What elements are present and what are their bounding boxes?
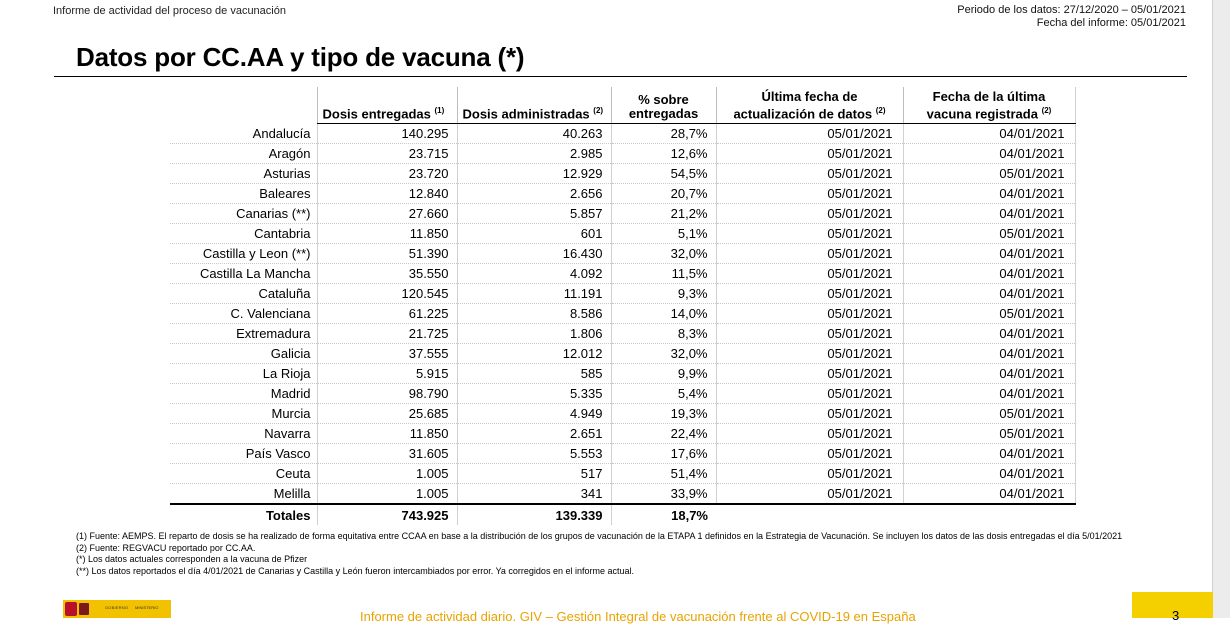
cell-pct-entregadas: 51,4% bbox=[611, 464, 716, 484]
government-logo bbox=[63, 600, 171, 618]
cell-dosis-administradas: 341 bbox=[457, 484, 611, 505]
cell-dosis-administradas: 12.929 bbox=[457, 164, 611, 184]
totals-row bbox=[170, 504, 1075, 525]
cell-pct-entregadas: 33,9% bbox=[611, 484, 716, 505]
cell-dosis-entregadas: 61.225 bbox=[317, 304, 457, 324]
cell-ultima-vacuna: 05/01/2021 bbox=[903, 424, 1075, 444]
cell-ultima-actualizacion: 05/01/2021 bbox=[716, 184, 903, 204]
report-header-right bbox=[957, 4, 1186, 30]
totals-pct-entregadas: 18,7% bbox=[611, 504, 716, 525]
cell-dosis-entregadas: 120.545 bbox=[317, 284, 457, 304]
header-dosis-entregadas: Dosis entregadas $^{(1)}$ bbox=[317, 87, 457, 124]
cell-ultima-actualizacion: 05/01/2021 bbox=[716, 424, 903, 444]
cell-region: Aragón bbox=[170, 144, 317, 164]
cell-ultima-actualizacion: 05/01/2021 bbox=[716, 484, 903, 505]
cell-ultima-vacuna: 04/01/2021 bbox=[903, 344, 1075, 364]
cell-region: Ceuta bbox=[170, 464, 317, 484]
table-row bbox=[170, 444, 1075, 464]
totals-dosis-administradas: 139.339 bbox=[457, 504, 611, 525]
cell-region: Galicia bbox=[170, 344, 317, 364]
header-dosis-administradas: Dosis administradas $^{(2)}$ bbox=[457, 87, 611, 124]
cell-region: Extremadura bbox=[170, 324, 317, 344]
cell-pct-entregadas: 22,4% bbox=[611, 424, 716, 444]
cell-dosis-entregadas: 1.005 bbox=[317, 484, 457, 505]
cell-region: Castilla y Leon (**) bbox=[170, 244, 317, 264]
cell-dosis-administradas: 1.806 bbox=[457, 324, 611, 344]
table-row bbox=[170, 204, 1075, 224]
cell-ultima-vacuna: 04/01/2021 bbox=[903, 284, 1075, 304]
cell-pct-entregadas: 19,3% bbox=[611, 404, 716, 424]
cell-ultima-actualizacion: 05/01/2021 bbox=[716, 304, 903, 324]
table-row bbox=[170, 424, 1075, 444]
cell-region: Canarias (**) bbox=[170, 204, 317, 224]
header-ultima-actualizacion: Última fecha de actualización de datos $^{(2)}$ bbox=[716, 87, 903, 124]
cell-region: La Rioja bbox=[170, 364, 317, 384]
cell-ultima-actualizacion: 05/01/2021 bbox=[716, 324, 903, 344]
cell-ultima-actualizacion: 05/01/2021 bbox=[716, 464, 903, 484]
header-ultima-vacuna: Fecha de la última vacuna registrada $^{(2)}$ bbox=[903, 87, 1075, 124]
vaccination-table bbox=[170, 87, 1076, 525]
cell-dosis-entregadas: 37.555 bbox=[317, 344, 457, 364]
page-title: Datos por CC.AA y tipo de vacuna (*) bbox=[76, 42, 525, 72]
cell-ultima-vacuna: 05/01/2021 bbox=[903, 404, 1075, 424]
header-pct-entregadas: % sobre entregadas bbox=[611, 87, 716, 124]
table-row bbox=[170, 324, 1075, 344]
cell-ultima-vacuna: 04/01/2021 bbox=[903, 484, 1075, 505]
cell-region: Navarra bbox=[170, 424, 317, 444]
table-row bbox=[170, 124, 1075, 144]
table-row bbox=[170, 144, 1075, 164]
cell-dosis-entregadas: 27.660 bbox=[317, 204, 457, 224]
cell-dosis-entregadas: 1.005 bbox=[317, 464, 457, 484]
cell-dosis-administradas: 11.191 bbox=[457, 284, 611, 304]
cell-ultima-vacuna: 04/01/2021 bbox=[903, 124, 1075, 144]
cell-ultima-vacuna: 05/01/2021 bbox=[903, 164, 1075, 184]
totals-dosis-entregadas: 743.925 bbox=[317, 504, 457, 525]
cell-dosis-administradas: 5.335 bbox=[457, 384, 611, 404]
cell-ultima-actualizacion: 05/01/2021 bbox=[716, 264, 903, 284]
cell-pct-entregadas: 28,7% bbox=[611, 124, 716, 144]
logo-label-ministerio: MINISTERIO bbox=[135, 605, 159, 610]
cell-dosis-administradas: 2.985 bbox=[457, 144, 611, 164]
crown-icon bbox=[79, 603, 89, 615]
cell-pct-entregadas: 8,3% bbox=[611, 324, 716, 344]
table-row bbox=[170, 284, 1075, 304]
cell-dosis-entregadas: 98.790 bbox=[317, 384, 457, 404]
footer-text: Informe de actividad diario. GIV – Gestión Integral de vacunación frente al COVID-19 en España bbox=[360, 609, 916, 624]
cell-ultima-vacuna: 04/01/2021 bbox=[903, 264, 1075, 284]
totals-label: Totales bbox=[170, 504, 317, 525]
table-row bbox=[170, 264, 1075, 284]
cell-dosis-administradas: 601 bbox=[457, 224, 611, 244]
viewer-background bbox=[1213, 0, 1230, 618]
title-divider bbox=[54, 76, 1187, 77]
cell-region: Asturias bbox=[170, 164, 317, 184]
cell-region: Melilla bbox=[170, 484, 317, 505]
cell-pct-entregadas: 9,9% bbox=[611, 364, 716, 384]
cell-ultima-vacuna: 05/01/2021 bbox=[903, 224, 1075, 244]
cell-dosis-administradas: 517 bbox=[457, 464, 611, 484]
cell-dosis-entregadas: 11.850 bbox=[317, 424, 457, 444]
table-row bbox=[170, 464, 1075, 484]
cell-region: Cataluña bbox=[170, 284, 317, 304]
footnote-4: (**) Los datos reportados el día 4/01/2021 de Canarias y Castilla y León fueron intercambiados por error. Ya corregidos en el informe actual. bbox=[76, 565, 634, 576]
cell-ultima-vacuna: 04/01/2021 bbox=[903, 324, 1075, 344]
cell-dosis-administradas: 5.553 bbox=[457, 444, 611, 464]
cell-pct-entregadas: 17,6% bbox=[611, 444, 716, 464]
cell-ultima-actualizacion: 05/01/2021 bbox=[716, 144, 903, 164]
cell-ultima-actualizacion: 05/01/2021 bbox=[716, 344, 903, 364]
cell-dosis-entregadas: 140.295 bbox=[317, 124, 457, 144]
cell-ultima-vacuna: 04/01/2021 bbox=[903, 384, 1075, 404]
cell-region: Andalucía bbox=[170, 124, 317, 144]
table-row bbox=[170, 224, 1075, 244]
cell-dosis-administradas: 8.586 bbox=[457, 304, 611, 324]
cell-dosis-administradas: 4.949 bbox=[457, 404, 611, 424]
table-header-row bbox=[170, 87, 1075, 124]
cell-ultima-actualizacion: 05/01/2021 bbox=[716, 364, 903, 384]
cell-pct-entregadas: 20,7% bbox=[611, 184, 716, 204]
cell-dosis-entregadas: 21.725 bbox=[317, 324, 457, 344]
cell-ultima-vacuna: 04/01/2021 bbox=[903, 464, 1075, 484]
cell-pct-entregadas: 11,5% bbox=[611, 264, 716, 284]
cell-region: Cantabria bbox=[170, 224, 317, 244]
cell-pct-entregadas: 5,1% bbox=[611, 224, 716, 244]
cell-dosis-entregadas: 11.850 bbox=[317, 224, 457, 244]
cell-region: C. Valenciana bbox=[170, 304, 317, 324]
table-row bbox=[170, 164, 1075, 184]
cell-dosis-entregadas: 51.390 bbox=[317, 244, 457, 264]
page-number-box bbox=[1132, 592, 1213, 623]
table-row bbox=[170, 344, 1075, 364]
header-region bbox=[170, 87, 317, 124]
cell-ultima-actualizacion: 05/01/2021 bbox=[716, 244, 903, 264]
page-number: 3 bbox=[1172, 608, 1180, 623]
cell-dosis-administradas: 12.012 bbox=[457, 344, 611, 364]
cell-dosis-entregadas: 25.685 bbox=[317, 404, 457, 424]
cell-ultima-vacuna: 04/01/2021 bbox=[903, 144, 1075, 164]
cell-ultima-actualizacion: 05/01/2021 bbox=[716, 204, 903, 224]
table-row bbox=[170, 364, 1075, 384]
footnote-3: (*) Los datos actuales corresponden a la vacuna de Pfizer bbox=[76, 554, 308, 564]
cell-dosis-entregadas: 23.715 bbox=[317, 144, 457, 164]
shield-icon bbox=[65, 602, 77, 616]
cell-dosis-administradas: 40.263 bbox=[457, 124, 611, 144]
cell-pct-entregadas: 14,0% bbox=[611, 304, 716, 324]
cell-ultima-actualizacion: 05/01/2021 bbox=[716, 444, 903, 464]
cell-dosis-administradas: 2.651 bbox=[457, 424, 611, 444]
footnotes bbox=[76, 531, 1186, 577]
cell-region: País Vasco bbox=[170, 444, 317, 464]
table-row bbox=[170, 304, 1075, 324]
data-period: Periodo de los datos: 27/12/2020 – 05/01/2021 bbox=[957, 4, 1186, 16]
cell-pct-entregadas: 5,4% bbox=[611, 384, 716, 404]
table-row bbox=[170, 484, 1075, 505]
report-date: Fecha del informe: 05/01/2021 bbox=[1036, 17, 1186, 29]
cell-ultima-actualizacion: 05/01/2021 bbox=[716, 164, 903, 184]
cell-ultima-actualizacion: 05/01/2021 bbox=[716, 124, 903, 144]
cell-dosis-entregadas: 23.720 bbox=[317, 164, 457, 184]
table-row bbox=[170, 244, 1075, 264]
cell-ultima-actualizacion: 05/01/2021 bbox=[716, 284, 903, 304]
cell-region: Baleares bbox=[170, 184, 317, 204]
cell-dosis-entregadas: 5.915 bbox=[317, 364, 457, 384]
cell-dosis-administradas: 16.430 bbox=[457, 244, 611, 264]
cell-dosis-administradas: 4.092 bbox=[457, 264, 611, 284]
cell-dosis-entregadas: 31.605 bbox=[317, 444, 457, 464]
cell-dosis-administradas: 2.656 bbox=[457, 184, 611, 204]
cell-ultima-vacuna: 04/01/2021 bbox=[903, 364, 1075, 384]
cell-ultima-vacuna: 05/01/2021 bbox=[903, 304, 1075, 324]
cell-region: Castilla La Mancha bbox=[170, 264, 317, 284]
cell-region: Madrid bbox=[170, 384, 317, 404]
cell-ultima-vacuna: 04/01/2021 bbox=[903, 244, 1075, 264]
cell-pct-entregadas: 21,2% bbox=[611, 204, 716, 224]
cell-pct-entregadas: 32,0% bbox=[611, 244, 716, 264]
report-header-left: Informe de actividad del proceso de vacunación bbox=[53, 5, 286, 17]
table-row bbox=[170, 384, 1075, 404]
cell-ultima-actualizacion: 05/01/2021 bbox=[716, 384, 903, 404]
footnote-1: (1) Fuente: AEMPS. El reparto de dosis se ha realizado de forma equitativa entre CCAA en base a la distribución de los grupos de vacunación de la ETAPA 1 definidos en la Estrategia de Vacunación. Se incluyen los datos de las dosis entregadas el día 5/01/2021 bbox=[76, 531, 1123, 541]
cell-ultima-actualizacion: 05/01/2021 bbox=[716, 224, 903, 244]
table-row bbox=[170, 184, 1075, 204]
cell-dosis-entregadas: 12.840 bbox=[317, 184, 457, 204]
cell-pct-entregadas: 12,6% bbox=[611, 144, 716, 164]
totals-empty-cell bbox=[716, 504, 903, 525]
cell-region: Murcia bbox=[170, 404, 317, 424]
logo-label-gobierno: GOBIERNO bbox=[105, 605, 129, 610]
cell-dosis-administradas: 585 bbox=[457, 364, 611, 384]
cell-ultima-actualizacion: 05/01/2021 bbox=[716, 404, 903, 424]
cell-pct-entregadas: 9,3% bbox=[611, 284, 716, 304]
cell-dosis-entregadas: 35.550 bbox=[317, 264, 457, 284]
cell-ultima-vacuna: 04/01/2021 bbox=[903, 204, 1075, 224]
cell-ultima-vacuna: 04/01/2021 bbox=[903, 184, 1075, 204]
cell-ultima-vacuna: 04/01/2021 bbox=[903, 444, 1075, 464]
footnote-2: (2) Fuente: REGVACU reportado por CC.AA. bbox=[76, 542, 256, 553]
totals-empty-cell bbox=[903, 504, 1075, 525]
cell-dosis-administradas: 5.857 bbox=[457, 204, 611, 224]
table-row bbox=[170, 404, 1075, 424]
cell-pct-entregadas: 32,0% bbox=[611, 344, 716, 364]
cell-pct-entregadas: 54,5% bbox=[611, 164, 716, 184]
